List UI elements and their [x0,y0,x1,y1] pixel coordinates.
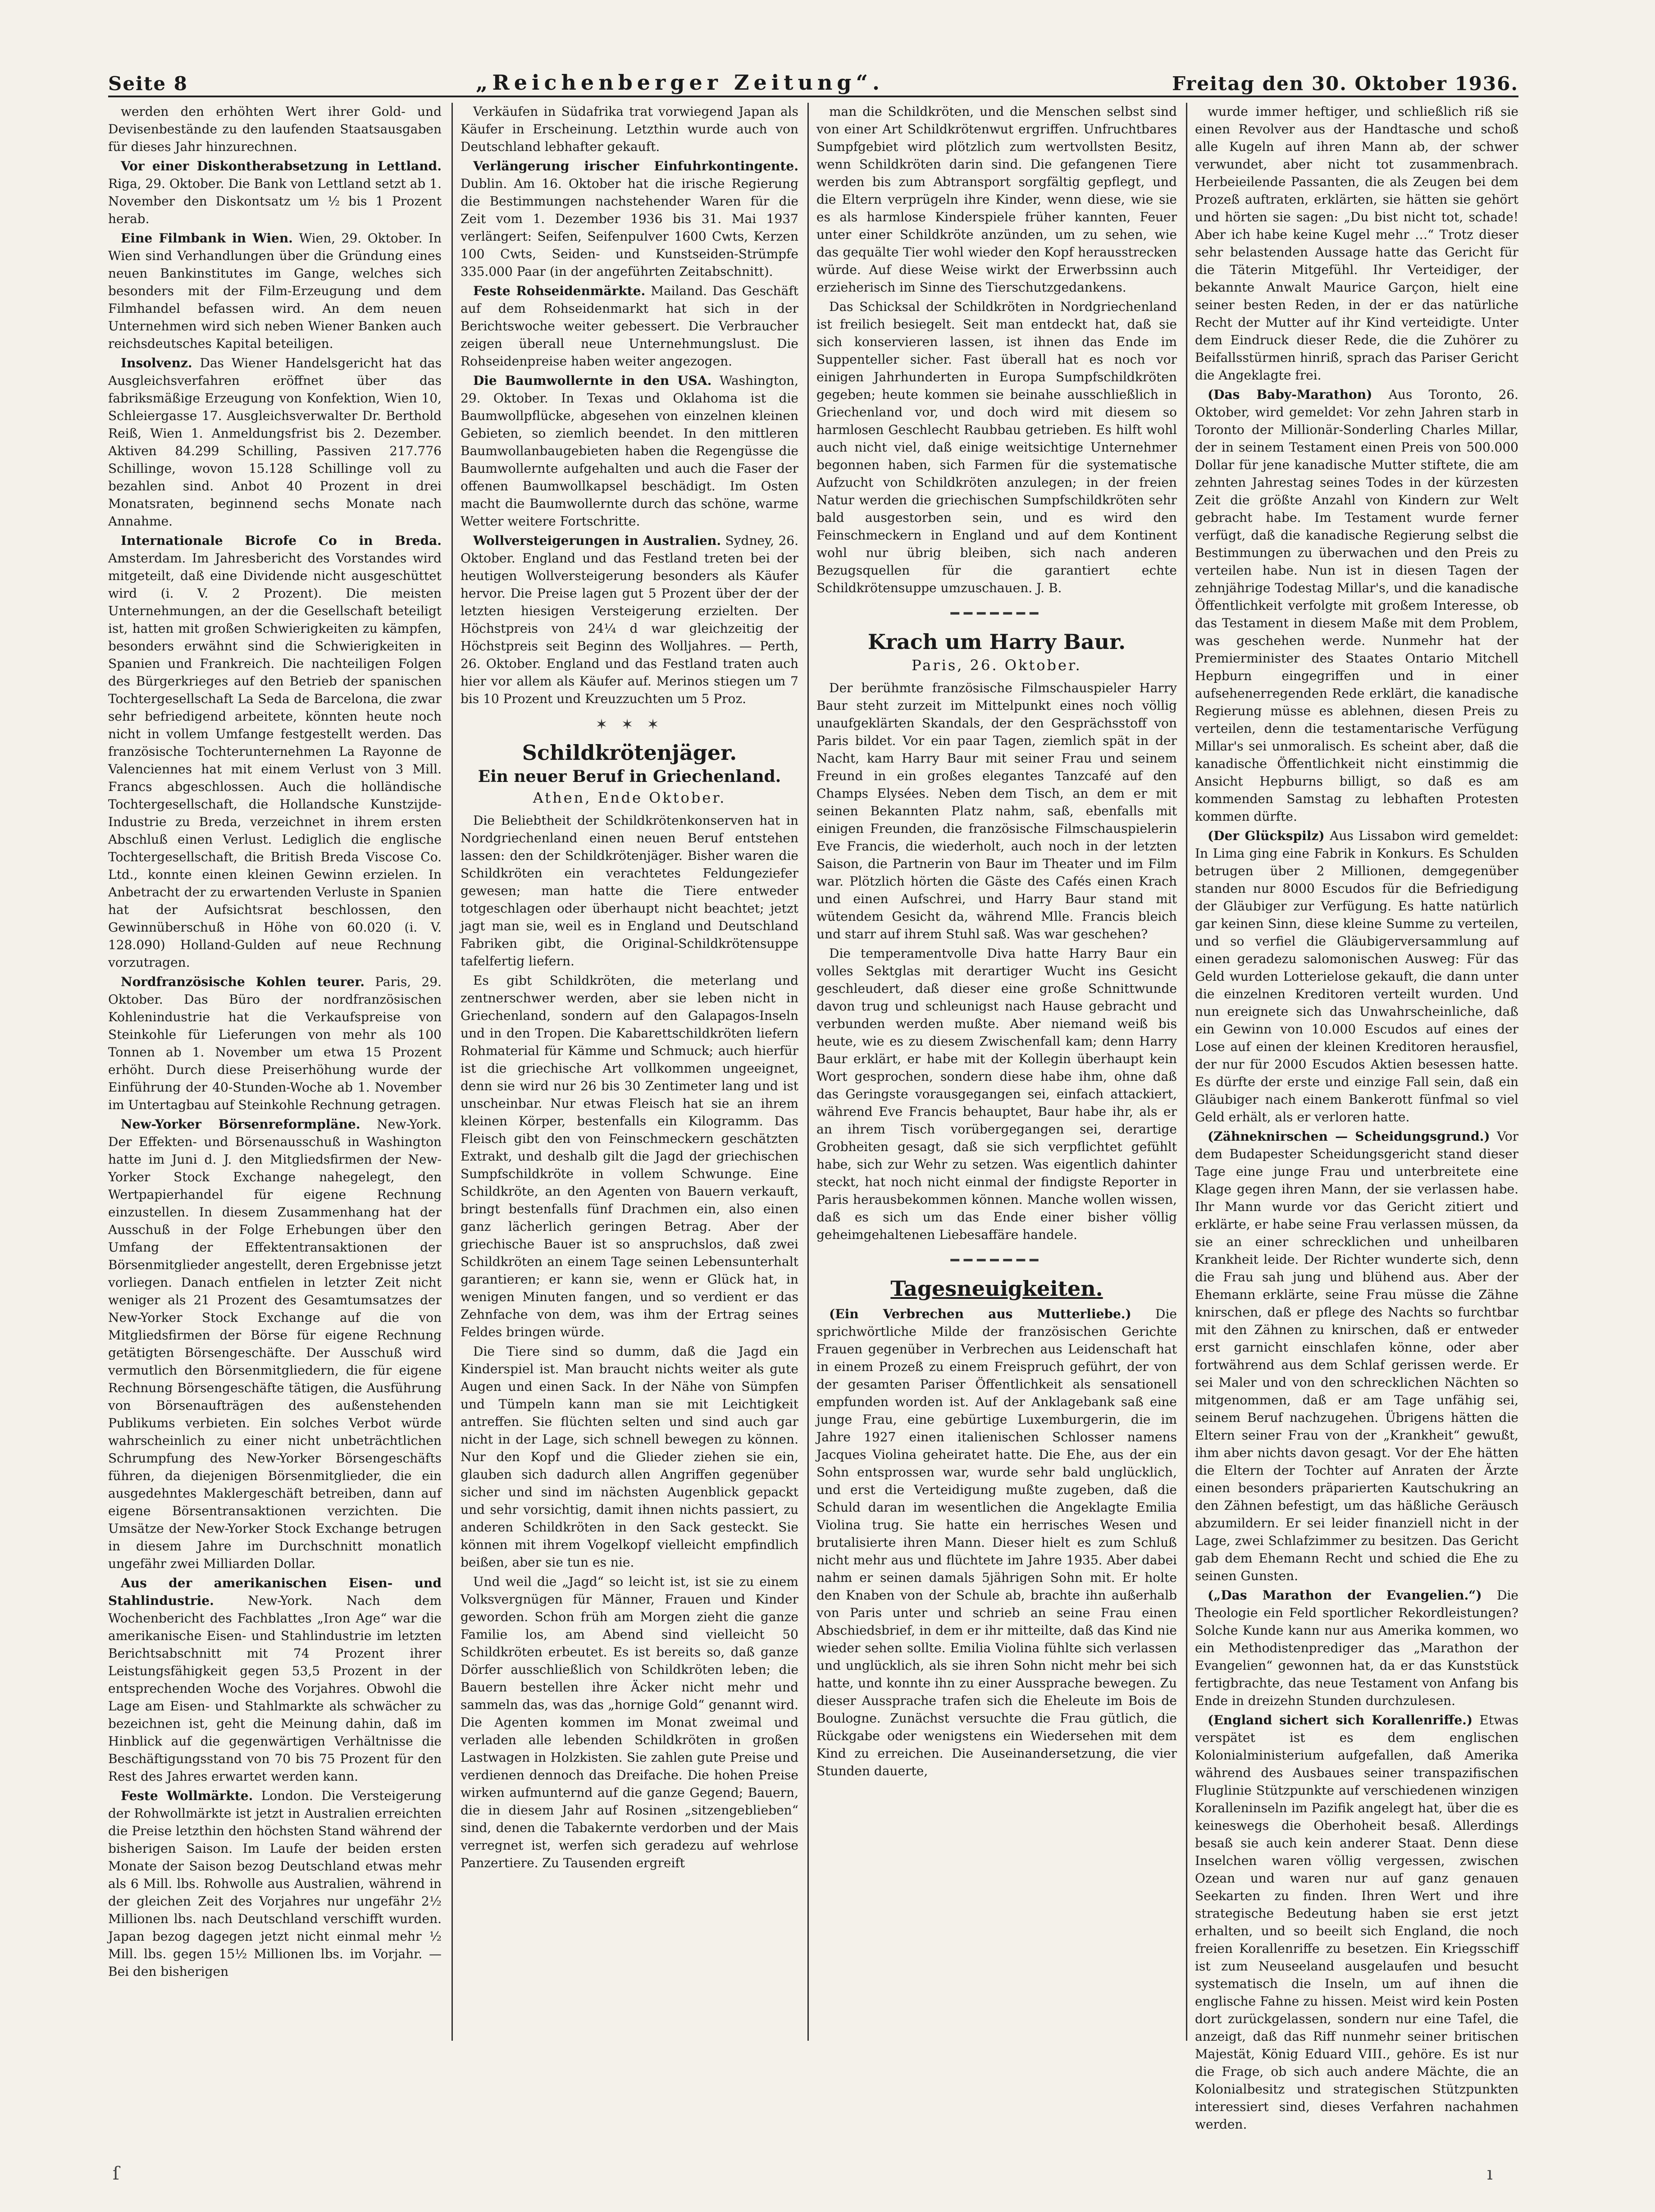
paragraph [460,1573,798,1872]
col2-paragraphs [460,103,798,708]
paragraph-heading: Internationale Bicrofe Co in Breda. [121,533,442,548]
ornament-rule: ✶ ✶ ✶ [595,716,664,733]
paragraph-text: London. Die Versteigerung der Rohwollmärkte ist jetzt in Australien erreichten die Preise letzthin den höchsten Stand während der bisherigen Saison. Im Laufe der beiden ersten Monate der Saison bezog Deutschland etwas mehr als 6 Mill. lbs. Rohwolle aus Australien, während in der gleichen Zeit des Vorjahres nur ungefähr 2½ Millionen lbs. nach Deutschland verschifft wurden. Japan bezog dagegen jetzt nicht einmal mehr ½ Mill. lbs. gegen 15½ Millionen lbs. im Vorjahr. — Bei den bisherigen [108,1788,442,1979]
paragraph [460,157,798,280]
column-rule [451,103,453,2041]
column-rule [1186,103,1187,2041]
col3-paragraphs [816,103,1177,597]
paragraph-text: Etwas verspätet ist es dem englischen Kolonialministerium aufgefallen, daß Amerika während des Ausbaues seiner transpazifischen Fluglinie Stützpunkte auf verschiedenen winzigen Koralleninseln im Pazifik angelegt hat, über die es keineswegs die Oberhoheit besaß. Allerdings besaß sie auch kein anderer Staat. Denn diese Inselchen waren völlig vergessen, zwischen Ozean und waren nur auf ganz genauen Seekarten zu finden. Ihren Wert und ihre strategische Bedeutung haben sie erst jetzt erhalten, und so beeilt sich England, die noch freien Korallenriffe zu besetzen. Ein Kriegsschiff ist zum Neuseeland ausgelaufen und besucht systematisch die Inseln, um auf ihnen die englische Fahne zu hissen. Meist wird kein Posten dort zurückgelassen, sondern nur eine Tafel, die anzeigt, daß das Riff nunmehr seiner britischen Majestät, König Eduard VIII., gehöre. Es ist nur die Frage, ob sich auch andere Mächte, die an Kolonialbesitz und strategischen Stützpunkten interessiert sind, dieses Verfahren nachahmen werden. [1195,1713,1519,2132]
paragraph [460,532,798,708]
section-body [816,1305,1177,1780]
paragraph [1195,827,1518,1126]
paragraph-text: Aus Toronto, 26. Oktober, wird gemeldet: Vor zehn Jahren starb in Toronto der Millionär-Sonderling Charles Millar, der in seinem Testament einen Preis von 500.000 Dollar für jene kanadische Mutter stiftete, die am zehnten Jahrestag seines Todes in der kürzesten Zeit die größte Anzahl von Kindern zur Welt gebracht habe. Im Testament wurde ferner verfügt, daß die kanadische Regierung selbst die Bestimmungen zu überwachen und den Preis zu verteilen habe. Nun ist in diesen Tagen der zehnjährige Todestag Millar's, und die kanadische Öffentlichkeit verfolgte mit großem Interesse, ob das Testament in diesem Maße mit dem Problem, was geschehen werde. Nunmehr hat der Premierminister des Staates Ontario Mitchell Hepburn eingegriffen und in einer aufsehenerregenden Rede erklärt, die kanadische Regierung müsse es ablehnen, diesen Preis zu verteilen, denn die testamentarische Verfügung Millar's sei unmoralisch. Es scheint aber, daß die kanadische Öffentlichkeit nicht einstimmig die Ansicht Hepburns billigt, so daß es am kommenden Samstag zu lebhaften Protesten kommen dürfte. [1195,387,1518,824]
paragraph [108,973,442,1114]
paragraph-text: Das Schicksal der Schildkröten in Nordgriechenland ist freilich besiegelt. Seit man entdeckt hat, daß sie sich konservieren lassen, ist ihnen das Ende im Suppenteller sicher. Fast überall hat es noch vor einigen Jahrhunderten in Europa Sumpfschildkröten gegeben; heute kommen sie beinahe ausschließlich in Griechenland vor, und doch wird mit diesem so harmlosen Geschlecht Raubbau getrieben. Es hilft wohl auch nicht viel, daß einige weitsichtige Unternehmer begonnen haben, sich Farmen für die systematische Aufzucht von Schildkröten anzulegen; in der freien Natur werden die griechischen Sumpfschildkröten sehr bald ausgestorben sein, und es wird den Feinschmeckern in England und auf dem Kontinent wohl nur übrig bleiben, sich nach anderen Bezugsquellen für die garantiert echte Schildkrötensuppe umzuschauen. J. B. [816,299,1177,595]
paragraph [108,1574,442,1785]
paragraph [108,1115,442,1572]
column-4 [1195,103,1519,2132]
paragraph [1195,1586,1518,1709]
col4-paragraphs [1195,103,1518,2133]
paragraph [816,679,1177,943]
column-3 [816,103,1177,2032]
paragraph-text: Vor dem Budapester Scheidungsgericht stand dieser Tage eine junge Frau und unterbreitete eine Klage gegen ihren Mann, der sie verlassen habe. Ihr Mann wurde vor das Gericht zitiert und erklärte, er habe seine Frau verlassen müssen, da sie an einer schrecklichen und unheilbaren Krankheit leide. Der Richter wunderte sich, denn die Frau sah jung und blühend aus. Aber der Ehemann erklärte, seine Frau müsse die Zähne knirschen, daß er pflege des Nachts so furchtbar mit den Zähnen zu knirschen, daß er entweder erst garnicht einschlafen könne, oder aber fortwährend aus dem Schlaf gerissen werde. Er sei Maler und von den schrecklichen Nächten so mitgenommen, daß er am Tage unfähig sei, seinem Beruf nachzugehen. Übrigens hätten die Eltern seiner Frau von der „Krankheit“ gewußt, ihm aber nichts davon gesagt. Vor der Ehe hätten die Eltern der Tochter auf Anraten der Ärzte einen besonders präparierten Kautschukring an den Zähnen befestigt, um das häßliche Geräusch abzumildern. Er sei leider finanziell nicht in der Lage, zwei Schlafzimmer zu besitzen. Das Gericht gab dem Ehemann Recht und schied die Ehe zu seinen Gunsten. [1195,1129,1518,1583]
article-subtitle: Ein neuer Beruf in Griechenland. [478,767,781,786]
paragraph-heading: („Das Marathon der Evangelien.“) [1208,1588,1482,1603]
paragraph-text: Dublin. Am 16. Oktober hat die irische Regierung die Bestimmungen nachstehender Waren für die Zeit vom 1. Dezember 1936 bis 31. Mai 1937 verlängert: Seifen, Seifenpulver 1600 Cwts, Kerzen 100 Cwts, Seiden- und Kunstseiden-Strümpfe 335.000 Paar (in der angeführten Zeitabschnitt). [460,176,798,279]
paragraph-text: Die Tiere sind so dumm, daß die Jagd ein Kinderspiel ist. Man braucht nichts weiter als gute Augen und einen Sack. In der Nähe von Sümpfen und Tümpeln kann man sie mit Leichtigkeit antreffen. Sie flüchten selten und sind auch gar nicht in der Lage, sich schnell bewegen zu können. Nur den Kopf und die Glieder ziehen sie ein, glauben sich dadurch allen Angriffen gegenüber sicher und sind im nächsten Augenblick gepackt und sehr vorsichtig, damit ihnen nichts passiert, zu anderen Schildkröten in den Sack gesteckt. Sie können mit ihrem Vogelkopf vielleicht empfindlich beißen, aber sie tun es nie. [460,1344,798,1570]
article-dateline: Athen, Ende Oktober. [533,789,726,806]
paragraph [1195,1711,1518,2133]
paragraph-text: werden den erhöhten Wert ihrer Gold- und Devisenbestände zu den laufenden Staatsausgaben für dieses Jahr hinzurechnen. [108,104,442,154]
paragraph-heading: Vor einer Diskontherabsetzung in Lettland. [121,159,442,174]
paragraph [108,103,442,155]
paragraph-text: Die temperamentvolle Diva hatte Harry Baur ein volles Sektglas mit derartiger Wucht ins Gesicht geschleudert, daß dieser eine große Schnittwunde davon trug und schleunigst nach Hause gebracht und verbunden werden mußte. Aber niemand weiß bis heute, wie es zu diesem Zwischenfall kam; denn Harry Baur erklärt, er habe mit der Kollegin überhaupt kein Wort gesprochen, sondern diese habe ihm, ohne daß das Geringste vorausgegangen sei, einfach attackiert, während Eve Francis behauptet, Baur habe ihr, als er an ihrem Tisch vorübergegangen sei, derartige Grobheiten gesagt, daß sie sich verpflichtet gefühlt habe, sich zur Wehr zu setzen. Was eigentlich dahinter steckt, hat noch nicht einmal der findigste Reporter in Paris herausbekommen können. Manche wollen wissen, daß es sich um das Ende einer bisher völlig geheimgehaltenen Liebesaffäre handele. [816,946,1177,1242]
paragraph-text: Und weil die „Jagd“ so leicht ist, ist sie zu einem Volksvergnügen für Männer, Frauen und Kinder geworden. Schon früh am Morgen zieht die ganze Familie los, am Abend sind vielleicht 50 Schildkröten erbeutet. Es ist bereits so, daß ganze Dörfer ausschließlich von Schildkröten leben; die Bauern bestellen ihre Äcker nicht mehr und sammeln das, was das „hornige Gold“ genannt wird. Die Agenten kommen im Monat zweimal und verladen alle lebenden Schildkröten in großen Lastwagen in Holzkisten. Sie zahlen gute Preise und verdienen dennoch das Dreifache. Die hohen Preise wirken aufmunternd auf die ganze Gegend; Bauern, die in diesem Jahr auf Rosinen „sitzengeblieben“ sind, denen die Tabakernte verdorben und der Mais verregnet ist, werfen sich geradezu auf wehrlose Panzertiere. Zu Tausenden ergreift [460,1574,798,1870]
margin-mark: ı [1487,2163,1493,2184]
paragraph [1195,103,1518,384]
article-header [816,629,1177,676]
paragraph-text: Das Wiener Handelsgericht hat das Ausgleichsverfahren eröffnet über das fabriksmäßige Erzeugung von Konfektion, Wien 10, Schleiergasse 17. Ausgleichsverwalter Dr. Berthold Reiß, Wien 1. Anmeldungsfrist bis 2. Dezember. Aktiven 84.299 Schilling, Passiven 217.776 Schillinge, wovon 15.128 Schillinge voll zu bezahlen sind. Anbot 40 Prozent in drei Monatsraten, beginnend sechs Monate nach Annahme. [108,356,442,529]
paragraph [816,298,1177,597]
paragraph-text: Wien, 29. Oktober. In Wien sind Verhandlungen über die Gründung eines neuen Bankinstitutes im Gange, welches sich besonders mit der Film-Erzeugung und dem Filmhandel befassen wird. An dem neuen Unternehmen wird sich neben Wiener Banken auch reichsdeutsches Kapital beteiligen. [108,231,442,351]
paragraph-text: Aus Lissabon wird gemeldet: In Lima ging eine Fabrik in Konkurs. Es Schulden betrugen über 2 Millionen, demgegenüber standen nur 8000 Escudos für die Befriedigung der Gläubiger zur Verfügung. Es hatte natürlich gar keinen Sinn, diese kleine Summe zu verteilen, und so verfiel die Gläubigerversammlung auf einen geradezu salomonischen Ausweg: Für das Geld wurden Lotterielose gekauft, die dann unter die einzelnen Kreditoren verteilt wurden. Und nun ereignete sich das Unwahrscheinliche, daß ein Gewinn von 10.000 Escudos auf eines der Lose auf einen der kleinen Kreditoren herausfiel, der nur für 2000 Escudos Aktien besessen hatte. Es dürfte der erste und einzige Fall sein, daß ein Gläubiger nach einem Bankerott fünfmal so viel Geld erhält, als er verloren hatte. [1195,828,1519,1124]
paragraph-text: Es gibt Schildkröten, die meterlang und zentnerschwer werden, aber sie leben nicht in Griechenland, sondern auf den Galapagos-Inseln und in den Tropen. Die Kabarettschildkröten liefern Rohmaterial für Kämme und Schmuck; auch hierfür ist die griechische Art vollkommen ungeeignet, denn sie wird nur 26 bis 30 Zentimeter lang und ist unscheinbar. Nur etwas Fleisch hat sie an ihrem kleinen Körper, bestenfalls ein Kilogramm. Das Fleisch gibt den von Feinschmeckern geschätzten Extrakt, und deshalb gilt die Jagd der griechischen Sumpfschildkröte in vollem Schwunge. Eine Schildkröte, an den Agenten von Bauern verkauft, bringt bestenfalls fünf Drachmen ein, also einen ganz lächerlich geringen Betrag. Aber der griechische Bauer ist so anspruchslos, daß zwei Schildkröten an einem Tage seinen Lebensunterhalt garantieren; er kann sie, wenn er Glück hat, in wenigen Minuten fangen, und so verdient er das Zehnfache von dem, was ihm der Ertrag seines Feldes bringen würde. [460,973,798,1339]
paragraph-heading: (Ein Verbrechen aus Mutterliebe.) [829,1307,1131,1321]
paragraph [460,103,798,155]
page-number: Seite 8 [108,73,188,95]
paragraph-text: Amsterdam. Im Jahresbericht des Vorstandes wird mitgeteilt, daß eine Dividende nicht ausgeschüttet wird (i. V. 2 Prozent). Die meisten Unternehmungen, an der die Gesellschaft beteiligt ist, hatten mit großen Schwierigkeiten zu kämpfen, besonders erwähnt sind die Schwierigkeiten in Spanien und Frankreich. Die nachteiligen Folgen des Bürgerkrieges auf den Betrieb der spanischen Tochtergesellschaft La Seda de Barcelona, die zwar sehr befriedigend arbeitete, könnten heute noch nicht in vollem Umfange festgestellt werden. Das französische Tochterunternehmen La Rayonne de Valenciennes hat mit einem Verlust von 3 Mill. Francs abgeschlossen. Auch die holländische Tochtergesellschaft, die Hollandsche Kunstzijde-Industrie zu Breda, verzeichnet in ihrem ersten Abschluß einen Verlust. Lediglich die englische Tochtergesellschaft, die British Breda Viscose Co. Ltd., konnte einen kleinen Gewinn erzielen. In Anbetracht der zu erwartenden Verluste in Spanien hat der Aufsichtsrat beschlossen, den Gewinnüberschuß in Höhe von 60.020 (i. V. 128.090) Holland-Gulden auf neue Rechnung vorzutragen. [108,551,442,970]
paragraph-text: Die Beliebtheit der Schildkrötenkonserven hat in Nordgriechenland einen neuen Beruf entstehen lassen: den der Schildkrötenjäger. Bisher waren die Schildkröten ein verachtetes Feldungeziefer gewesen; man hatte die Tiere entweder totgeschlagen oder überhaupt nicht beachtet; jetzt jagt man sie, weil es in England und Deutschland Fabriken gibt, die Original-Schildkrötensuppe tafelfertig liefern. [460,813,798,969]
paragraph [1195,386,1518,825]
paragraph-text: Verkäufen in Südafrika trat vorwiegend Japan als Käufer in Erscheinung. Letzthin wurde auch von Deutschland lebhafter gekauft. [460,104,798,154]
paragraph-heading: (Der Glückspilz) [1208,828,1325,843]
paragraph [460,372,798,530]
paragraph-heading: (England sichert sich Korallenriffe.) [1208,1713,1473,1728]
paragraph-heading: Eine Filmbank in Wien. [121,231,293,246]
header-rule [108,96,1518,97]
section-title: Tagesneuigkeiten. [890,1276,1103,1301]
col1-paragraphs [108,103,442,1980]
paragraph-heading: Nordfranzösische Kohlen teurer. [121,974,365,989]
paragraph-text: Riga, 29. Oktober. Die Bank von Lettland setzt ab 1. November den Diskontsatz um ½ bis 1 Prozent herab. [108,176,442,226]
masthead: „Reichenberger Zeitung“. [476,70,884,95]
article-body [460,812,798,1872]
paragraph-heading: Feste Wollmärkte. [121,1788,253,1803]
article-header [460,740,798,808]
running-head [108,54,1518,95]
paragraph [108,532,442,971]
paragraph-text: Die sprichwörtliche Milde der französischen Gerichte Frauen gegenüber in Verbrechen aus Leidenschaft hat in einem Prozeß zu einem Freispruch geführt, der von der gesamten Pariser Öffentlichkeit als sensationell empfunden worden ist. Auf der Anklagebank saß eine junge Frau, eine gebürtige Luxemburgerin, die im Jahre 1927 einen italienischen Schlosser namens Jacques Violina geheiratet hatte. Die Ehe, aus der ein Sohn entsprossen war, wurde sehr bald unglücklich, und erst die Verteidigung mußte zugeben, daß die Schuld daran im wesentlichen die Angeklagte Emilia Violina trug. Sie hatte ein herrisches Wesen und brutalisierte ihren Mann. Dieser hielt es zum Schluß nicht mehr aus und flüchtete im Jahre 1935. Aber dabei nahm er seinen damals 5jährigen Sohn mit. Er holte den Knaben von der Schule ab, brachte ihn außerhalb von Paris unter und schrieb an seine Frau einen Abschiedsbrief, in dem er ihr mitteilte, daß das Kind nie wieder sehen sollte. Emilia Violina fühlte sich verlassen und unglücklich, als sie ihren Sohn nicht mehr bei sich hatte, und konnte ihn zu einer Aussprache bewegen. Zu dieser Aussprache trafen sich die Eheleute im Bois de Boulogne. Zunächst versuchte die Frau gütlich, die Rückgabe oder wenigstens ein Wiedersehen mit dem Kind zu erreichen. Die Auseinandersetzung, die vier Stunden dauerte, [816,1307,1177,1778]
paragraph-text: New-York. Nach dem Wochenbericht des Fachblattes „Iron Age“ war die amerikanische Eisen- und Stahlindustrie im letzten Berichtsabschnitt mit 74 Prozent ihrer Leistungsfähigkeit gegen 53,5 Prozent in der entsprechenden Woche des Vorjahres. Obwohl die Lage am Eisen- und Stahlmarkte als schwächer zu bezeichnen ist, geht die Meinung dahin, daß im Hinblick auf die gegenwärtigen Verhältnisse die Beschäftigungsstand von 70 bis 75 Prozent für den Rest des Jahres erwartet werden kann. [108,1593,442,1784]
paragraph-text: Paris, 29. Oktober. Das Büro der nordfranzösischen Kohlenindustrie hat die Verkaufspreise von Steinkohle für Lieferungen von mehr als 100 Tonnen ab 1. November um etwa 15 Prozent erhöht. Durch diese Preiserhöhung wurde der Einführung der 40-Stunden-Woche ab 1. November im Untertagbau auf Steinkohle Rechnung getragen. [108,974,442,1112]
paragraph-heading: New-Yorker Börsenreformpläne. [121,1117,360,1132]
paragraph [816,945,1177,1243]
paragraph-text: Sydney, 26. Oktober. England und das Festland treten bei der heutigen Wollversteigerung besonders als Käufer hervor. Die Preise lagen gut 5 Prozent über der der letzten hiesigen Versteigerung erzielten. Der Höchstpreis von 24¼ d war gleichzeitig der Höchstpreis seit Beginn des Wolljahres. — Perth, 26. Oktober. England und das Festland traten auch hier vor allem als Käufer auf. Merinos stiegen um 7 bis 10 Prozent und Kreuzzuchten um 5 Proz. [460,533,798,706]
paragraph-text: man die Schildkröten, und die Menschen selbst sind von einer Art Schildkrötenwut ergriffen. Unfruchtbares Sumpfgebiet wird plötzlich zum wertvollsten Besitz, wenn Schildkröten darin sind. Die gefangenen Tiere werden bis zum Abtransport sorgfältig gepflegt, und die Eltern verprügeln ihre Kinder, wenn diese, wie sie es als harmlose Kinderspiele früher kannten, Feuer unter einer Schildkröte anzünden, um zu sehen, wie das gequälte Tier wohl wieder den Kopf herausstrecken würde. Auf diese Weise wirkt der Erwerbssinn auch erzieherisch im Sinne des Tierschutzgedankens. [816,104,1177,295]
paragraph [108,157,442,228]
article-title: Schildkrötenjäger. [522,740,737,765]
paragraph [460,972,798,1341]
ornament-rule: ━━━━━━━ [950,1252,1043,1269]
paragraph-heading: Aus der amerikanischen Eisen- und Stahlindustrie. [108,1576,442,1608]
paragraph [460,1343,798,1571]
paragraph [460,812,798,970]
article-body [816,679,1177,1243]
paragraph-text: New-York. Der Effekten- und Börsenausschuß in Washington hatte im Juni d. J. den Mitgliedsfirmen der New-Yorker Stock Exchange nahegelegt, den Wertpapierhandel für eigene Rechnung einzustellen. In diesem Zusammenhang hat der Ausschuß in der Folge Erhebungen über den Umfang der Effektentransaktionen der Börsenmitglieder angestellt, deren Ergebnisse jetzt vorliegen. Danach entfielen in letzter Zeit nicht weniger als 21 Prozent des Gesamtumsatzes der New-Yorker Stock Exchange auf die von Mitgliedsfirmen der Börse für eigene Rechnung getätigten Börsengeschäfte. Der Ausschuß wird vermutlich den Börsenmitgliedern, die für eigene Rechnung Börsengeschäfte tätigen, die Ausführung von Börsenaufträgen des außenstehenden Publikums verbieten. Ein solches Verbot würde wahrscheinlich zu einer nicht unbeträchtlichen Schrumpfung des New-Yorker Börsengeschäfts führen, da diejenigen Börsenmitglieder, die ein ausgedehntes Maklergeschäft betreiben, dann auf eigene Börsentransaktionen verzichten. Die Umsätze der New-Yorker Stock Exchange betrugen in diesem Jahre im Durchschnitt monatlich ungefähr zwei Milliarden Dollar. [108,1117,442,1571]
paragraph-text: Der berühmte französische Filmschauspieler Harry Baur steht zurzeit im Mittelpunkt eines noch völlig unaufgeklärten Skandals, der den Gesprächsstoff von Paris bildet. Vor ein paar Tagen, ziemlich spät in der Nacht, kam Harry Baur mit seiner Frau und seinem Freund in ein großes elegantes Tanzcafé auf den Champs Elysées. Neben dem Tisch, an dem er mit seinen Bekannten Platz nahm, saß, ebenfalls mit einigen Freunden, die französische Filmschauspielerin Eve Francis, die wiederholt, auch noch in der letzten Saison, die Partnerin von Baur im Theater und im Film war. Plötzlich hörten die Gäste des Cafés einen Krach und einen Aufschrei, und Harry Baur stand mit wütendem Gesicht da, während Mlle. Francis bleich und starr auf ihrem Stuhl saß. Was war geschehen? [816,681,1177,941]
column-2 [460,103,798,2032]
paragraph [816,103,1177,296]
paragraph [108,229,442,352]
paragraph-heading: (Zähneknirschen — Scheidungsgrund.) [1208,1129,1490,1144]
paragraph-text: Die Theologie ein Feld sportlicher Rekordleistungen? Solche Kunde kann nur aus Amerika kommen, wo ein Methodistenprediger das „Marathon der Evangelien“ gewonnen hat, da er das Kunststück fertigbrachte, das neue Testament von Anfang bis Ende in dreizehn Stunden durchzulesen. [1195,1588,1518,1708]
paragraph-heading: Die Baumwollernte in den USA. [473,373,712,388]
paragraph-text: Washington, 29. Oktober. In Texas und Oklahoma ist die Baumwollpflücke, abgesehen von einzelnen kleinen Gebieten, so ziemlich beendet. In den mittleren Baumwollanbaugebieten haben die Regengüsse die Baumwollernte aufgehalten und auch die Faser der offenen Baumwollkapsel beschädigt. Im Osten macht die Baumwollernte durch das schöne, warme Wetter weitere Fortschritte. [460,373,798,529]
paragraph [460,282,798,370]
article-title: Krach um Harry Baur. [867,630,1126,654]
issue-date: Freitag den 30. Oktober 1936. [1172,73,1518,95]
paragraph [108,1787,442,1980]
paragraph [1195,1128,1518,1585]
paragraph [816,1305,1177,1780]
paragraph-heading: Feste Rohseidenmärkte. [473,283,646,298]
paragraph-text: wurde immer heftiger, und schließlich riß sie einen Revolver aus der Handtasche und schoß alle Kugeln auf ihren Mann ab, der schwer verwundet, aber nicht tot zusammenbrach. Herbeieilende Passanten, die als Zeugen bei dem Prozeß auftraten, erklärten, sie hätten sie gehört und hörten sie sagen: „Du bist nicht tot, schade! Aber ich habe keine Kugel mehr …“ Trotz dieser sehr belastenden Aussage hatte das Gericht für die Täterin Mitgefühl. Ihr Verteidiger, der bekannte Anwalt Maurice Garçon, hielt eine seiner besten Reden, in der er das natürliche Recht der Mutter auf ihr Kind verteidigte. Unter dem Eindruck dieser Rede, die die Zuhörer zu Beifallsstürmen hinriß, sprach das Pariser Gericht die Angeklagte frei. [1195,104,1518,383]
paragraph-heading: (Das Baby-Marathon) [1208,387,1372,402]
column-rule [807,103,809,2041]
paragraph-text: Mailand. Das Geschäft auf dem Rohseidenmarkt hat sich in der Berichtswoche weiter gebessert. Die Verbraucher zeigen überall neue Unternehmungslust. Die Rohseidenpreise haben weiter angezogen. [460,283,799,369]
ornament-rule: ━━━━━━━ [950,605,1043,622]
paragraph [108,354,442,530]
paragraph-heading: Wollversteigerungen in Australien. [473,533,721,548]
section-header [816,1275,1177,1302]
paragraph-heading: Insolvenz. [121,356,192,370]
paragraph-heading: Verlängerung irischer Einfuhrkontingente. [473,159,798,174]
article-dateline: Paris, 26. Oktober. [912,657,1082,674]
margin-mark: ſ [113,2163,119,2184]
column-1 [108,103,442,2032]
